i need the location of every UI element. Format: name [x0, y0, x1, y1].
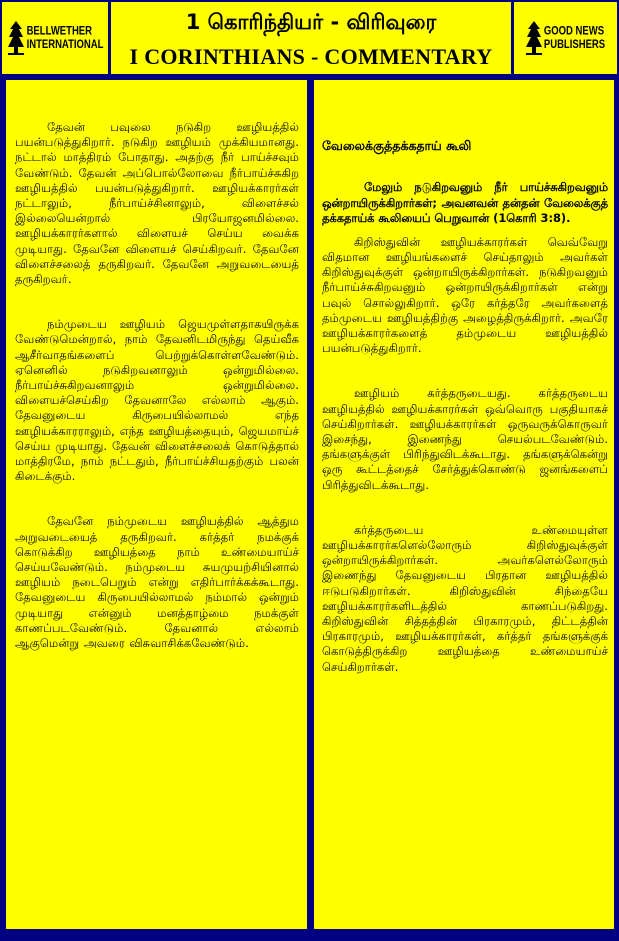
logo-right-line1: GOOD NEWS	[543, 24, 605, 38]
right-column	[314, 80, 614, 929]
title-english: I CORINTHIANS - COMMENTARY	[129, 44, 493, 69]
logo-left-line1: BELLWETHER	[26, 24, 93, 38]
right-paragraph: ஊழியம் கர்த்தருடையது. கர்த்தருடைய ஊழியத்தில் ஊழியக்காரர்கள் ஒவ்வொரு பகுதியாகச் செய்கிறார்கள். ஊழியக்காரர்கள் ஒருவருக்கொருவர் இசைந்து, இணைந்து செயல்படவேண்டும். தங்களுக்குள் பிரிந்துவிடக்கூடாது. தங்களுக்கென்று ஒரு கூட்டத்தைச் சேர்த்துக்கொண்டு ஜனங்களைப் பிரித்துவிடக்கூடாது.	[322, 386, 608, 492]
title-banner	[111, 2, 511, 74]
left-paragraph: நம்முடைய ஊழியம் ஜெயமுள்ளதாகயிருக்க வேண்டுமென்றால், நாம் தேவனிடமிருந்து தெய்வீக ஆசீர்வாதங்களைப் பெற்றுக்கொள்ளவேண்டும். ஏனெனில் நடுகிறவனாலும் ஒன்றுமில்லை. நீர்பாய்ச்சுகிறவனாலும் ஒன்றுமில்லை. விளையச்செய்கிற தேவனாலே எல்லாம் ஆகும். தேவனுடைய கிருபையில்லாமல் எந்த ஊழியக்காரராலும், எந்த ஊழியத்தையும், ஜெயமாய்ச் செய்ய முடியாது. தேவன் விளைச்சலைக் கொடுத்தால் மாத்திரமே, நாம் நட்டதும், நீர்பாய்ச்சியதற்கும் பலன் கிடைக்கும்.	[15, 317, 299, 484]
bellwether-mark-icon	[7, 21, 25, 55]
left-paragraph: தேவனே நம்முடைய ஊழியத்தில் ஆத்தும அறுவடையைத் தருகிறவர். கர்த்தர் நமக்குக் கொடுக்கிற ஊழியத்தை நாம் உண்மையாய்ச் செய்யவேண்டும். நம்முடைய சுயமுயற்சியினால் ஊழியம் நடைபெறும் என்று எதிர்பார்க்கக்கூடாது. தேவனுடைய கிருபையில்லாமல் நம்மால் ஒன்றும் முடியாது என்னும் மனத்தாழ்மை நமக்குள் காணப்படவேண்டும். தேவனால் எல்லாம் ஆகுமென்று அவரை விசுவாசிக்கவேண்டும்.	[15, 514, 299, 651]
right-paragraph: கிறிஸ்துவின் ஊழியக்காரர்கள் வெவ்வேறு விதமான ஊழியங்களைச் செய்தாலும் அவர்கள் கிறிஸ்துவுக்குள் ஒன்றாயிருக்கிறார்கள். நடுகிறவனும் நீர்பாய்ச்சுகிறவனும் ஒன்றாயிருக்கிறார்கள் என்று பவுல் சொல்லுகிறார். ஒரே கர்த்தரே அவர்களைத் தம்முடைய ஊழியத்திற்கு அழைத்திருக்கிறார். அவரே ஊழியக்காரர்களைத் தம்முடைய ஊழியத்தில் பயன்படுத்துகிறார்.	[322, 234, 608, 356]
logo-left-line2: INTERNATIONAL	[26, 38, 104, 52]
scripture-verse: மேலும் நடுகிறவனும் நீர் பாய்ச்சுகிறவனும் ஒன்றாயிருக்கிறார்கள்; அவனவன் தன்தன் வேலைக்குத் தக்கதாய்க் கூலியைப் பெறுவான் (1கொரி 3:8).	[322, 180, 608, 226]
left-column	[6, 80, 307, 929]
good-news-mark-icon	[526, 21, 542, 55]
left-paragraph: தேவன் பவுலை நடுகிற ஊழியத்தில் பயன்படுத்துகிறார். நடுகிற ஊழியம் முக்கியமானது. நட்டால் மாத்திரம் போதாது. அதற்கு நீர் பாய்ச்சவும் வேண்டும். தேவன் அப்பொல்லோவை நீர்பாய்ச்சுகிற ஊழியத்தில் பயன்படுத்துகிறார். ஊழியக்காரர்கள் நட்டாலும், நீர்பாய்ச்சினாலும், விளைச்சல் இல்லையென்றால் பிரயோஜனமில்லை. ஊழியக்காரர்களால் விளையச் செய்ய வைக்க முடியாது. தேவனே விளையச் செய்கிறவர். தேவனே விளைச்சலைத் தருகிறவர். தேவனே அறுவடையைத் தருகிறவர்.	[15, 120, 299, 287]
title-tamil: 1 கொரிந்தியர் - விரிவுரை	[185, 10, 437, 34]
bellwether-logo	[2, 2, 108, 74]
section-heading: வேலைக்குத்தக்கதாய் கூலி	[322, 138, 472, 153]
page-header	[0, 0, 619, 78]
right-paragraph: கர்த்தருடைய உண்மையுள்ள ஊழியக்காரர்களெல்லோரும் கிறிஸ்துவுக்குள் ஒன்றாயிருக்கிறார்கள். அவர்களெல்லோரும் இணைந்து தேவனுடைய பிரதான ஊழியத்தில் ஈடுபடுகிறார்கள். கிறிஸ்துவின் சிந்தையே ஊழியக்காரர்களிடத்தில் காணப்படுகிறது. கிறிஸ்துவின் சித்தத்தின் பிரகாரமும், திட்டத்தின் பிரகாரமும், ஊழியக்காரர்கள், கர்த்தர் தங்களுக்குக் கொடுத்திருக்கிற ஊழியத்தை உண்மையாய்ச் செய்கிறார்கள்.	[322, 522, 608, 674]
logo-right-line2: PUBLISHERS	[543, 38, 606, 52]
good-news-logo	[514, 2, 617, 74]
